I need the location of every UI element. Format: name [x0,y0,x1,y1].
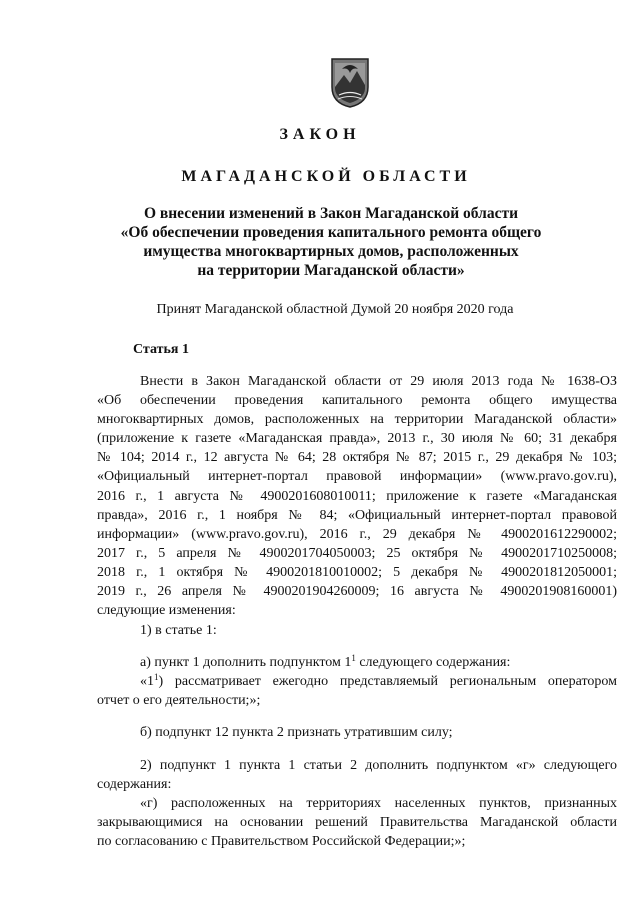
subject-line: «Об обеспечении проведения капитального ремонта общего [120,224,542,241]
intro-line: «Об обеспечении проведения капитального ремонта общего имущества [97,393,617,409]
coat-of-arms-icon [330,57,370,109]
quote-1-line: отчет о его деятельности;»; [97,693,261,709]
intro-line: 2017 г., 5 апреля № 4900201704050003; 25 октября № 4900201710250008; [97,545,617,561]
intro-line: 2018 г., 1 октября № 4900201810010002; 5 декабря № 4900201812050001; [97,564,617,580]
quote-2-line: по согласованию с Правительством Российской Федерации;»; [97,834,466,850]
quote-1-pre: «1 [140,674,154,690]
adoption-line: Принят Магаданской областной Думой 20 ноября 2020 года [156,302,514,317]
law-subject [30,204,632,280]
item-1a-text [97,653,617,672]
intro-line: № 104; 2014 г., 12 августа № 64; 28 октября № 87; 2015 г., 29 декабря № 103; [97,450,617,466]
quote-2-line: закрывающимися на основании решений Правительства Магаданской области [97,815,617,831]
intro-line: (приложение к газете «Магаданская правда», 2013 г., 30 июля № 60; 31 декабря [97,431,617,447]
intro-line: правда», 2016 г., 1 ноября № 84; «Официальный интернет-портал правовой [97,507,617,523]
subject-line: О внесении изменений в Закон Магаданской области [143,205,519,222]
item-2-line: содержания: [97,777,172,793]
article-intro [97,372,617,620]
item-1a-post: следующего содержания: [355,655,511,670]
item-1-text: 1) в статье 1: [140,623,217,638]
item-1b-text: б) подпункт 12 пункта 2 признать утратившим силу; [140,725,453,740]
subject-line: на территории Магаданской области» [197,262,465,279]
intro-line: 2019 г., 26 апреля № 4900201904260009; 16 августа № 4900201908160001) [97,584,617,600]
quote-1-sup: 1 [154,672,159,683]
quote-1-line [97,672,617,691]
intro-line: «Официальный интернет-портал правовой информации» (www.pravo.gov.ru), [97,469,617,485]
item-1a [97,653,617,710]
item-1a-pre: а) пункт 1 дополнить подпунктом 1 [140,655,352,670]
region-title: МАГАДАНСКОЙ ОБЛАСТИ [181,168,471,185]
intro-line: следующие изменения: [97,603,236,619]
item-2 [97,756,617,851]
law-title: ЗАКОН [279,126,361,143]
item-1a-sup: 1 [351,653,356,663]
item-1b [97,723,617,742]
intro-line: многоквартирных домов, расположенных на территории Магаданской области» [97,412,617,428]
item-1 [97,621,617,640]
quote-1-post: ) рассматривает ежегодно представляемый региональным оператором [158,674,617,690]
intro-line: информации» (www.pravo.gov.ru), 2016 г., 29 декабря № 4900201612290002; [97,526,617,542]
intro-line: Внести в Закон Магаданской области от 29 июля 2013 года № 1638-ОЗ [140,374,617,389]
quote-2-line: «г) расположенных на территориях населенных пунктов, признанных [140,796,617,812]
item-2-line: 2) подпункт 1 пункта 1 статьи 2 дополнить подпунктом «г» следующего [140,758,617,773]
subject-line: имущества многоквартирных домов, расположенных [143,243,519,260]
article-title: Статья 1 [133,342,189,357]
intro-line: 2016 г., 1 августа № 4900201608010011; приложение к газете «Магаданская [97,488,617,504]
